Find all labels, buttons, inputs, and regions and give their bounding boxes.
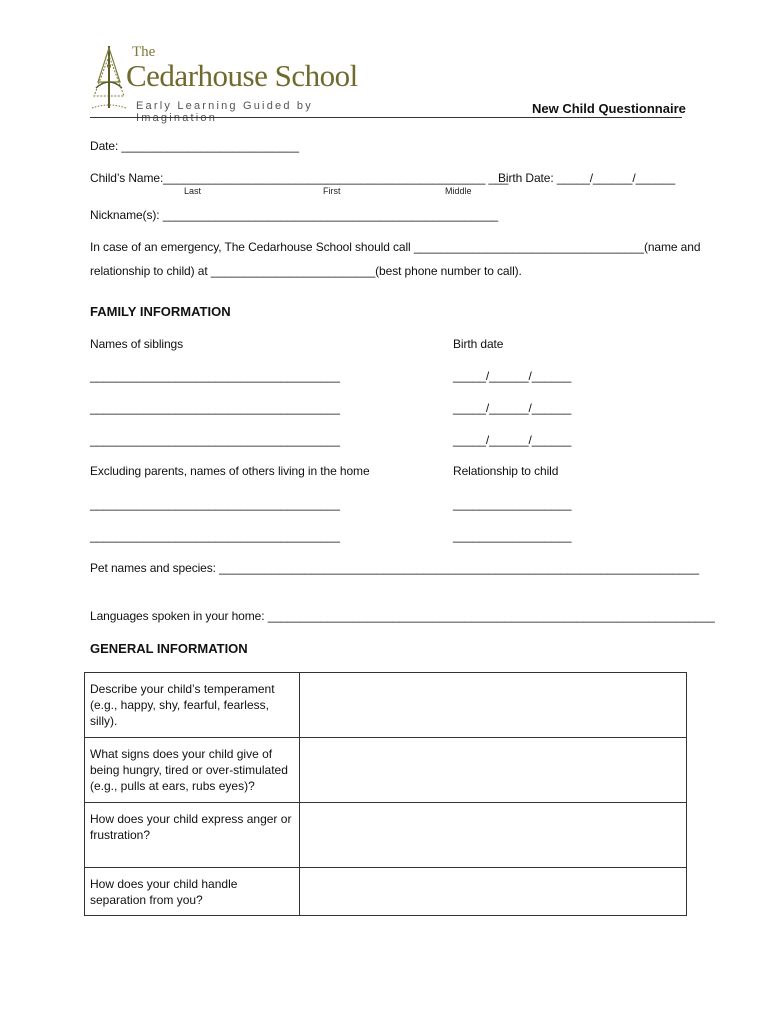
other-name-field[interactable]: ______________________________________ (90, 529, 340, 543)
logo-school-name: Cedarhouse School (126, 58, 358, 93)
emergency-contact-line-2[interactable]: relationship to child) at _________________________(best phone number to call). (90, 264, 522, 278)
question-anger: How does your child express anger or frustration? (85, 803, 300, 868)
sibling-name-field[interactable]: ______________________________________ (90, 433, 340, 447)
siblings-label: Names of siblings (90, 337, 184, 351)
nickname-field[interactable]: Nickname(s): ___________________________________________________ (90, 208, 498, 222)
pets-field[interactable]: Pet names and species: _________________________________________________________________________ (90, 561, 699, 575)
sibling-birthdate-field[interactable]: _____/______/______ (453, 369, 572, 383)
table-row (85, 868, 687, 916)
date-field[interactable]: Date: ___________________________ (90, 139, 299, 153)
school-logo (88, 42, 388, 124)
answer-separation[interactable] (300, 868, 687, 916)
child-name-field[interactable]: Child’s Name:_________________________________________________ ___ (90, 171, 509, 185)
answer-anger[interactable] (300, 803, 687, 868)
sub-label-middle: Middle (445, 186, 472, 196)
general-info-heading: GENERAL INFORMATION (90, 641, 248, 656)
answer-temperament[interactable] (300, 673, 687, 738)
relationship-field[interactable]: __________________ (453, 529, 572, 543)
answer-hunger-signs[interactable] (300, 738, 687, 803)
table-row (85, 673, 687, 738)
sibling-birthdate-field[interactable]: _____/______/______ (453, 433, 572, 447)
sibling-name-field[interactable]: ______________________________________ (90, 369, 340, 383)
tree-icon (88, 42, 130, 114)
sibling-birthdate-field[interactable]: _____/______/______ (453, 401, 572, 415)
others-in-home-label: Excluding parents, names of others living in the home (90, 464, 370, 478)
family-info-heading: FAMILY INFORMATION (90, 304, 231, 319)
header-divider (90, 117, 682, 118)
question-hunger-signs: What signs does your child give of being hungry, tired or over-stimulated (e.g., pulls at ears, rubs eyes)? (85, 738, 300, 803)
general-info-table (84, 672, 687, 916)
table-row (85, 803, 687, 868)
logo-tagline: Early Learning Guided by Imagination (136, 100, 313, 124)
relationship-field[interactable]: __________________ (453, 497, 572, 511)
logo-the: The (132, 44, 156, 60)
question-separation: How does your child handle separation from you? (85, 868, 300, 916)
relationship-label: Relationship to child (453, 464, 559, 478)
sub-label-last: Last (184, 186, 202, 196)
languages-field[interactable]: Languages spoken in your home: ____________________________________________________________________ (90, 609, 715, 623)
birth-date-field[interactable]: Birth Date: _____/______/______ (498, 171, 676, 185)
birthdate-label: Birth date (453, 337, 504, 351)
question-temperament: Describe your child’s temperament (e.g., happy, shy, fearful, fearless, silly). (85, 673, 300, 738)
sub-label-first: First (323, 186, 341, 196)
sibling-name-field[interactable]: ______________________________________ (90, 401, 340, 415)
other-name-field[interactable]: ______________________________________ (90, 497, 340, 511)
form-title: New Child Questionnaire (532, 101, 686, 116)
table-row (85, 738, 687, 803)
emergency-contact-line-1[interactable]: In case of an emergency, The Cedarhouse School should call ___________________________________(name and (90, 240, 701, 254)
